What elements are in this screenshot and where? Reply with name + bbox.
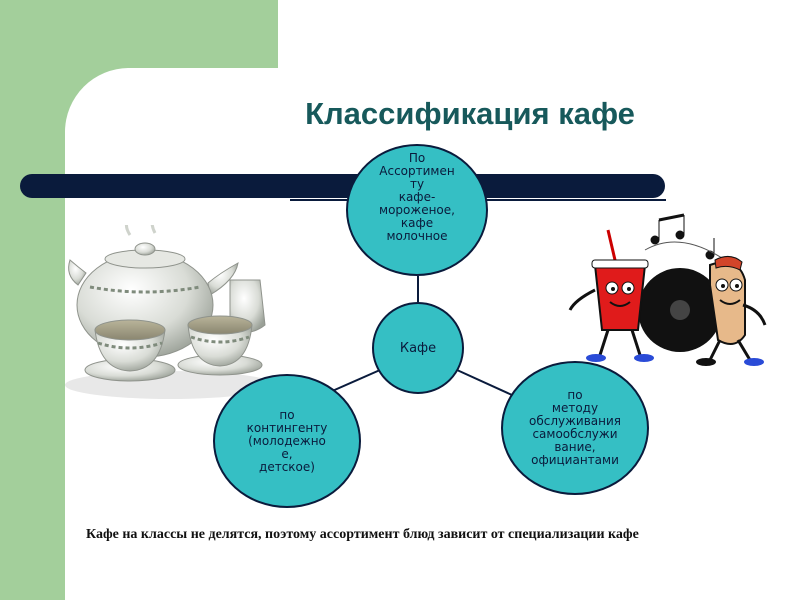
node-cafe-center — [372, 302, 464, 394]
slide-title: Классификация кафе — [305, 96, 635, 131]
node-by-service-method — [501, 361, 649, 495]
node-by-assortment — [346, 144, 488, 276]
node-by-contingent — [213, 374, 361, 508]
node-by-assortment-label: По Ассортимен ту кафе- мороженое, кафе молочное — [379, 151, 455, 243]
node-by-contingent-label: по контингенту (молодежно е, детское) — [246, 407, 328, 474]
connector-center-left — [330, 370, 380, 392]
node-cafe-center-label: Кафе — [399, 340, 437, 356]
node-by-service-method-label: по методу обслуживания самообслужи вание, официантами — [528, 388, 621, 467]
slide-caption: Кафе на классы не делятся, поэтому ассортимент блюд зависит от специализации кафе — [86, 527, 639, 542]
connector-center-right — [457, 370, 512, 395]
